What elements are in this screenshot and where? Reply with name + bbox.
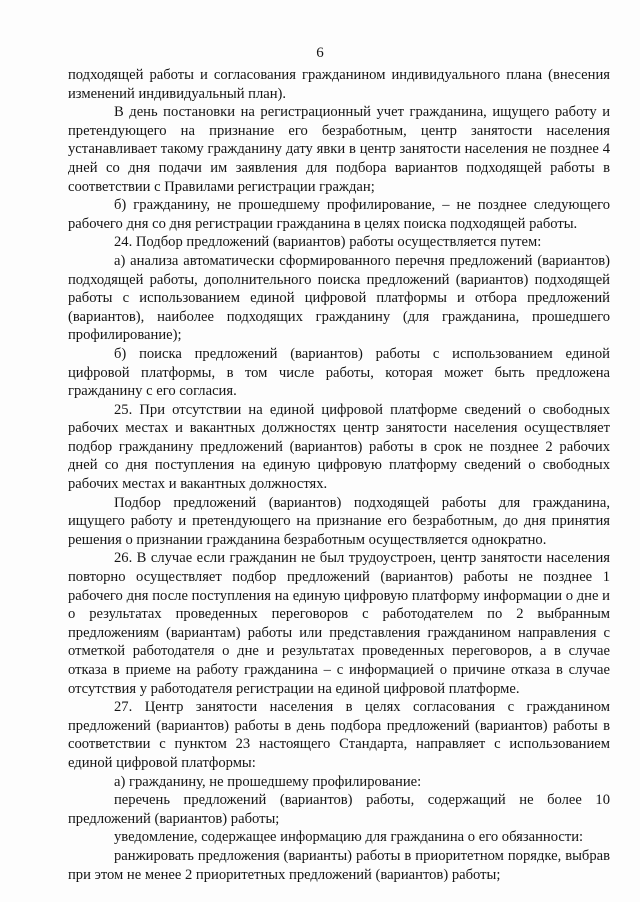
- document-body: [68, 66, 610, 884]
- paragraph-clause-24: 24. Подбор предложений (вариантов) работы осуществляется путем:: [114, 234, 542, 251]
- paragraph-clause-27: 27. Центр занятости населения в целях согласования с гражданином предложений (вариантов) работы в день подбора предложений (вариантов) работы в соответствии с пунктом 23 настоящего Стандарта, направляет с использованием единой цифровой платформы:: [68, 699, 610, 771]
- paragraph-registration-day: В день постановки на регистрационный учет гражданина, ищущего работу и претендующего на признание его безработным, центр занятости населения устанавливает такому гражданину дату явки в центр занятости населения не позднее 4 дней со дня подачи им заявления для подбора вариантов подходящей работы в соответствии с Правилами регистрации граждан;: [68, 104, 610, 195]
- paragraph-offers-list: перечень предложений (вариантов) работы, содержащий не более 10 предложений (вариантов) работы;: [68, 792, 610, 827]
- paragraph-clause-26: 26. В случае если гражданин не был трудоустроен, центр занятости населения повторно осуществляет подбор предложений (вариантов) работы не позднее 1 рабочего дня после поступления на единую цифровую платформу информации о дне и о результатах проведенных переговоров с работодателем по 2 выбранным предложениям (вариантам) работы или представления гражданином направления с отметкой работодателя о дне и результатах проведенных переговоров, а в случае отказа в приеме на работу гражданина – с информацией о причине отказа в случае отсутствия у работодателя регистрации на единой цифровой платформе.: [68, 550, 610, 697]
- paragraph-ranking: ранжировать предложения (варианты) работы в приоритетном порядке, выбрав при этом не менее 2 приоритетных предложений (вариантов) работы;: [68, 847, 610, 883]
- paragraph-clause-24-item-a: а) анализа автоматически сформированного перечня предложений (вариантов) подходящей работы, дополнительного поиска предложений (вариантов) подходящей работы с использованием единой цифровой платформы и отбора предложений (вариантов), наиболее подходящих гражданину (для гражданина, прошедшего профилирование);: [68, 252, 610, 344]
- paragraph-clause-25-selection: Подбор предложений (вариантов) подходящей работы для гражданина, ищущего работу и претендующего на признание его безработным, до дня принятия решения о признании гражданина безработным осуществляется однократно.: [68, 494, 610, 548]
- paragraph-item-b-not-profiled: б) гражданину, не прошедшему профилирование, – не позднее следующего рабочего дня со дня регистрации гражданина в целях поиска подходящей работы.: [68, 197, 610, 232]
- paragraph-clause-25: 25. При отсутствии на единой цифровой платформе сведений о свободных рабочих местах и вакантных должностях центр занятости населения осуществляет подбор гражданину предложений (вариантов) работы в срок не позднее 2 рабочих дней со дня поступления на единую цифровую платформу сведений о свободных рабочих местах и вакантных должностях.: [68, 401, 610, 493]
- paragraph-clause-24-item-b: б) поиска предложений (вариантов) работы с использованием единой цифровой платформы, в том числе работы, которая может быть предложена гражданину с его согласия.: [68, 345, 610, 400]
- page-number: 6: [316, 45, 324, 61]
- paragraph-continuation: подходящей работы и согласования гражданином индивидуального плана (внесения изменений индивидуальный план).: [68, 67, 610, 102]
- paragraph-clause-27-item-a: а) гражданину, не прошедшему профилирование:: [114, 773, 422, 790]
- paragraph-notification: уведомление, содержащее информацию для гражданина о его обязанности:: [114, 829, 584, 846]
